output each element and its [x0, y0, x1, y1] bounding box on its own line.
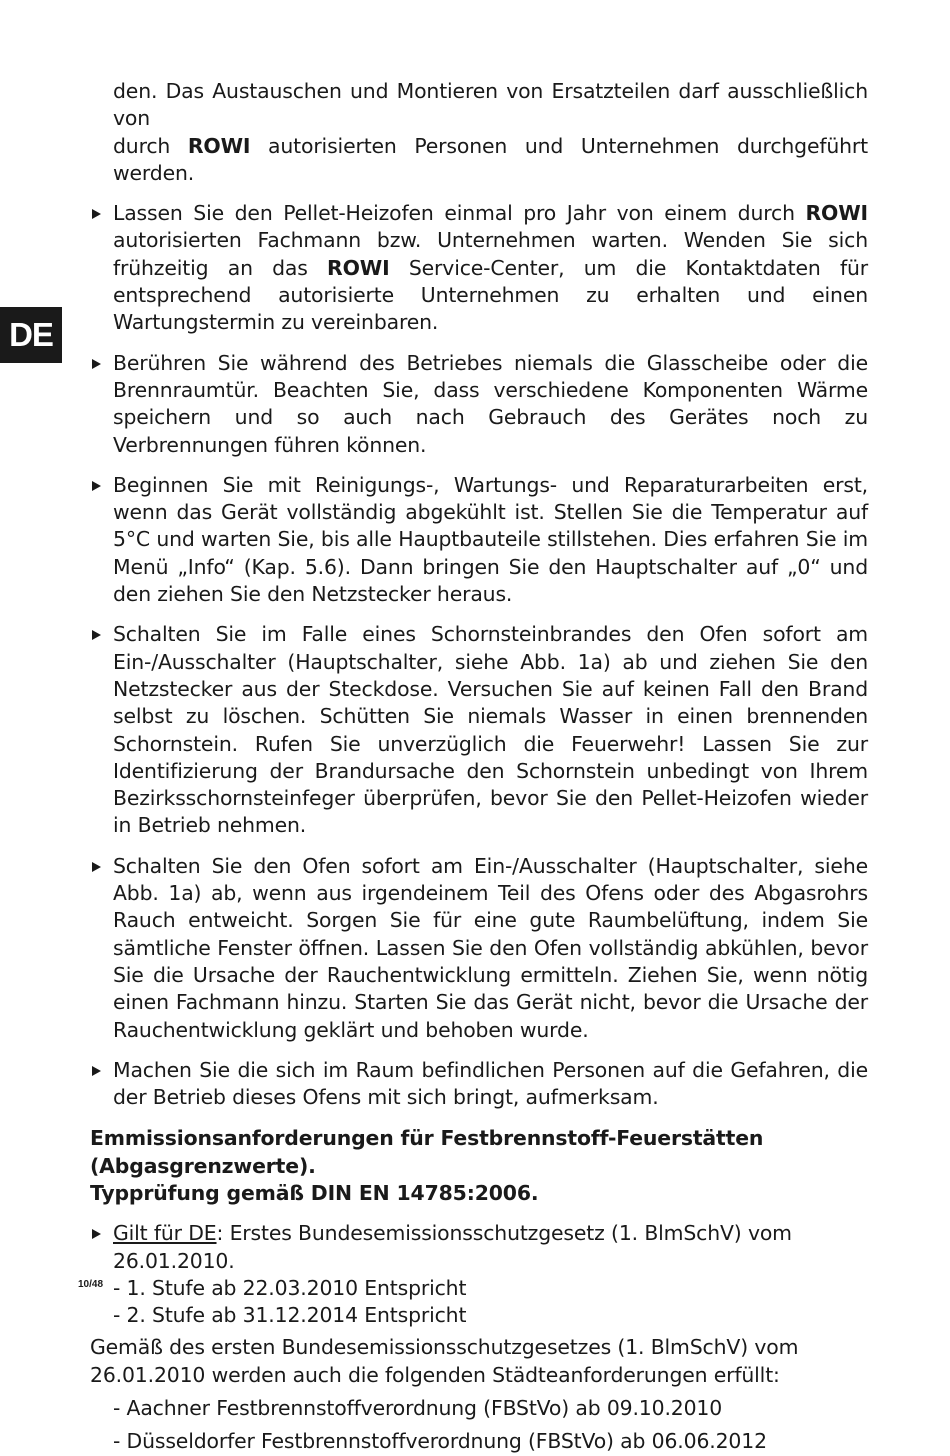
gilt-text: : Erstes Bundesemissionsschutzgesetz (1. BlmSchV) vom 26.01.2010. [113, 1221, 792, 1273]
bullet-triangle-icon [92, 1066, 101, 1076]
bullet-triangle-icon [92, 209, 101, 219]
bullet-text: Lassen Sie den Pellet-Heizofen einmal pro Jahr von einem durch [113, 201, 806, 226]
bullet-text: autorisierten Fachmann bzw. Unternehmen warten. Wenden Sie sich frühzeitig an das [113, 228, 868, 280]
bullet-text: Service-Center, um die Kontaktdaten für entsprechend autorisierte Unternehmen zu erhalten und einen Wartungstermin zu vereinbaren. [113, 255, 868, 335]
bullet-triangle-icon [92, 359, 101, 369]
page-content [90, 78, 868, 1456]
page-number: 10/48 [78, 1279, 104, 1290]
duesseldorf-line: - Düsseldorfer Festbrennstoffverordnung (FBStVo) ab 06.06.2012 [113, 1429, 767, 1454]
heading-line-2: Typprüfung gemäß DIN EN 14785:2006. [90, 1180, 539, 1205]
stufe-1: - 1. Stufe ab 22.03.2010 Entspricht [113, 1275, 467, 1300]
intro-paragraph [90, 78, 868, 187]
aachen-line: - Aachner Festbrennstoffverordnung (FBStVo) ab 09.10.2010 [113, 1396, 723, 1421]
bullet-triangle-icon [92, 1229, 101, 1239]
bullet-text: Berühren Sie während des Betriebes niemals die Glasscheibe oder die Brennraumtür. Beachten Sie, dass verschiedene Komponenten Wärme speichern und so auch nach Gebrauch des Gerätes noch zu Verbrennungen führen können. [113, 350, 868, 457]
list-item-glass-warning [90, 350, 868, 459]
heading-line-1: Emmissionsanforderungen für Festbrennstoff-Feuerstätten (Abgasgrenzwerte). [90, 1126, 764, 1178]
bullet-text: Beginnen Sie mit Reinigungs-, Wartungs- und Reparaturarbeiten erst, wenn das Gerät vollständig abgekühlt ist. Stellen Sie die Temperatur auf 5°C und warten Sie, bis alle Hauptbauteile stillstehen. Dies erfahren Sie im Menü „Info“ (Kap. 5.6). Dann bringen Sie den Hauptschalter auf „0“ und den ziehen Sie den Netzstecker heraus. [113, 472, 868, 607]
list-item-cleaning [90, 472, 868, 608]
list-item-chimney-fire [90, 621, 868, 839]
list-item-inform-persons [90, 1057, 868, 1112]
bullet-triangle-icon [92, 630, 101, 640]
gilt-label: Gilt für DE [113, 1221, 217, 1246]
gemaess-paragraph: Gemäß des ersten Bundesemissionsschutzgesetzes (1. BlmSchV) vom 26.01.2010 werden auch die folgenden Städteanforderungen erfüllt: [90, 1335, 799, 1387]
stufe-2: - 2. Stufe ab 31.12.2014 Entspricht [113, 1303, 467, 1328]
list-item-maintenance [90, 200, 868, 336]
intro-line-2-pre: durch [113, 133, 188, 158]
section-heading [90, 1125, 868, 1207]
bullet-text: Schalten Sie den Ofen sofort am Ein-/Ausschalter (Hauptschalter, siehe Abb. 1a) ab, wenn aus irgendeinem Teil des Ofens oder des Abgasrohrs Rauch entweicht. Sorgen Sie für eine gute Raumbelüftung, indem Sie sämtliche Fenster öffnen. Lassen Sie den Ofen vollständig abkühlen, bevor Sie die Ursache der Rauchentwicklung ermitteln. Ziehen Sie, wenn nötig einen Fachmann hinzu. Starten Sie das Gerät nicht, bevor die Ursache der Rauchentwicklung geklärt und behoben wurde. [113, 853, 868, 1042]
list-item-gilt-fuer-de [90, 1220, 868, 1329]
bullet-text: Schalten Sie im Falle eines Schornsteinbrandes den Ofen sofort am Ein-/Ausschalter (Hauptschalter, siehe Abb. 1a) ab und ziehen Sie den Netzstecker aus der Steckdose. Versuchen Sie auf keinen Fall den Brand selbst zu löschen. Schütten Sie niemals Wasser in einen brennenden Schornstein. Rufen Sie unverzüglich die Feuerwehr! Lassen Sie zur Identifizierung der Brandursache den Schornstein unbedingt von Ihrem Bezirksschornsteinfeger überprüfen, bevor Sie den Pellet-Heizofen wieder in Betrieb nehmen. [113, 622, 868, 838]
bullet-triangle-icon [92, 481, 101, 491]
language-tab-de: DE [0, 307, 62, 363]
brand-rowi: ROWI [805, 201, 868, 226]
intro-line-1: den. Das Austauschen und Montieren von Ersatzteilen darf ausschließlich von [113, 79, 868, 131]
bullet-text: Machen Sie die sich im Raum befindlichen Personen auf die Gefahren, die der Betrieb dieses Ofens mit sich bringt, aufmerksam. [113, 1057, 868, 1110]
intro-line-2-post: autorisierten Personen und Unternehmen durchgeführt werden. [113, 133, 868, 185]
bullet-triangle-icon [92, 862, 101, 872]
list-item-smoke [90, 853, 868, 1044]
brand-rowi: ROWI [187, 133, 251, 158]
brand-rowi: ROWI [327, 255, 390, 280]
